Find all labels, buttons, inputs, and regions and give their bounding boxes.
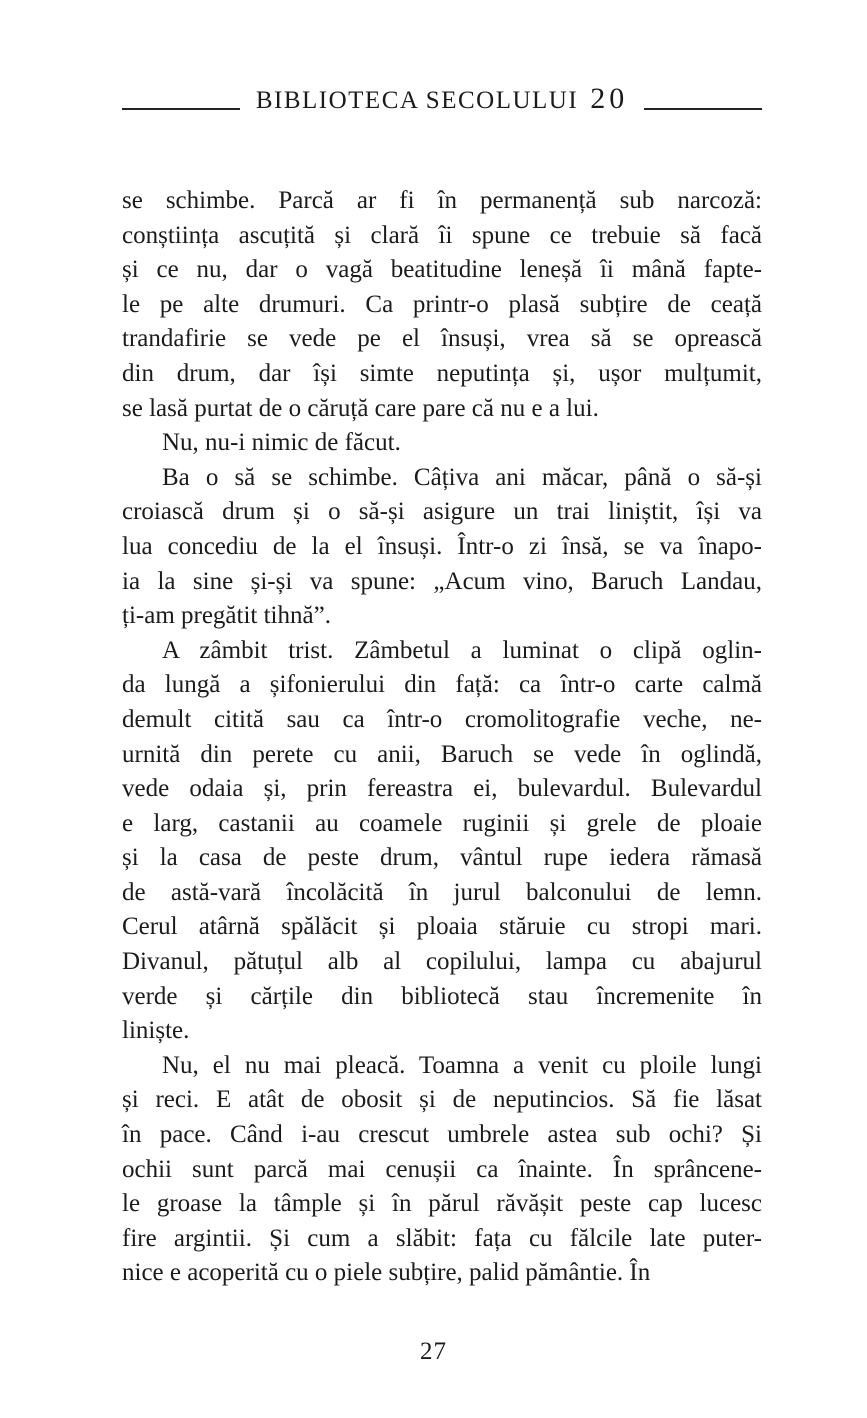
text-line: Nu, nu-i nimic de făcut. bbox=[162, 429, 401, 457]
running-head bbox=[122, 82, 762, 116]
text-line: Ba o să se schimbe. Câțiva ani măcar, până o să-și bbox=[162, 463, 762, 491]
text-line: și la casa de peste drum, vântul rupe iedera rămasă bbox=[122, 844, 762, 872]
page-text bbox=[122, 184, 762, 1291]
header-rule-left bbox=[122, 108, 240, 110]
text-line: de astă-vară încolăcită în jurul balconului de lemn. bbox=[122, 878, 762, 906]
text-line: croiască drum și o să-și asigure un trai liniștit, își va bbox=[122, 498, 762, 526]
text-line: da lungă a șifonierului din față: ca într-o carte calmă bbox=[122, 671, 762, 699]
text-line: le pe alte drumuri. Ca printr-o plasă subțire de ceață bbox=[122, 290, 762, 318]
text-line: verde și cărțile din bibliotecă stau încremenite în bbox=[122, 982, 762, 1010]
text-line: le groase la tâmple și în părul răvășit peste cap lucesc bbox=[122, 1190, 762, 1218]
text-line: se schimbe. Parcă ar fi în permanență sub narcoză: bbox=[122, 187, 762, 214]
header-text bbox=[240, 82, 644, 116]
paragraph bbox=[122, 1049, 762, 1291]
series-title: BIBLIOTECA SECOLULUI bbox=[255, 87, 579, 114]
text-line: în pace. Când i-au crescut umbrele astea sub ochi? Și bbox=[122, 1121, 762, 1149]
text-line: e larg, castanii au coamele ruginii și grele de ploaie bbox=[122, 809, 762, 837]
text-line: Cerul atârnă spălăcit și ploaia stăruie cu stropi mari. bbox=[122, 913, 762, 941]
text-line: lua concediu de la el însuși. Într-o zi însă, se va înapo- bbox=[122, 532, 762, 560]
text-line: și ce nu, dar o vagă beatitudine leneșă îi mână fapte- bbox=[122, 256, 762, 284]
text-line: liniște. bbox=[122, 1017, 190, 1045]
text-line: Nu, el nu mai pleacă. Toamna a venit cu ploile lungi bbox=[162, 1051, 762, 1079]
text-line: ți-am pregătit tihnă”. bbox=[122, 602, 331, 630]
paragraph bbox=[122, 634, 762, 1049]
text-line: Divanul, pătuțul alb al copilului, lampa cu abajurul bbox=[122, 948, 762, 976]
text-line: conștiința ascuțită și clară îi spune ce trebuie să facă bbox=[122, 221, 762, 249]
text-line: se lasă purtat de o căruță care pare că nu e a lui. bbox=[122, 394, 599, 422]
text-line: A zâmbit trist. Zâmbetul a luminat o clipă oglin- bbox=[162, 636, 762, 664]
text-line: trandafirie se vede pe el însuși, vrea să se oprească bbox=[122, 325, 762, 353]
text-line: ia la sine și-și va spune: „Acum vino, Baruch Landau, bbox=[122, 567, 762, 595]
page-number: 27 bbox=[420, 1338, 447, 1365]
text-line: din drum, dar își simte neputința și, ușor mulțumit, bbox=[122, 359, 762, 387]
paragraph bbox=[122, 426, 762, 461]
header-rule-right bbox=[644, 108, 762, 110]
text-line: demult citită sau ca într-o cromolitografie veche, ne- bbox=[122, 705, 762, 733]
text-line: fire argintii. Și cum a slăbit: fața cu fălcile late puter- bbox=[122, 1224, 762, 1252]
text-line: nice e acoperită cu o piele subțire, palid pământie. În bbox=[122, 1259, 651, 1287]
text-line: vede odaia și, prin fereastra ei, bulevardul. Bulevardul bbox=[122, 775, 762, 803]
text-line: urnită din perete cu anii, Baruch se vede în oglindă, bbox=[122, 740, 762, 768]
text-line: și reci. E atât de obosit și de neputincios. Să fie lăsat bbox=[122, 1086, 762, 1114]
paragraph bbox=[122, 184, 762, 426]
text-line: ochii sunt parcă mai cenușii ca înainte. În sprâncene- bbox=[122, 1155, 762, 1183]
series-number: 20 bbox=[590, 82, 629, 115]
paragraph bbox=[122, 461, 762, 634]
